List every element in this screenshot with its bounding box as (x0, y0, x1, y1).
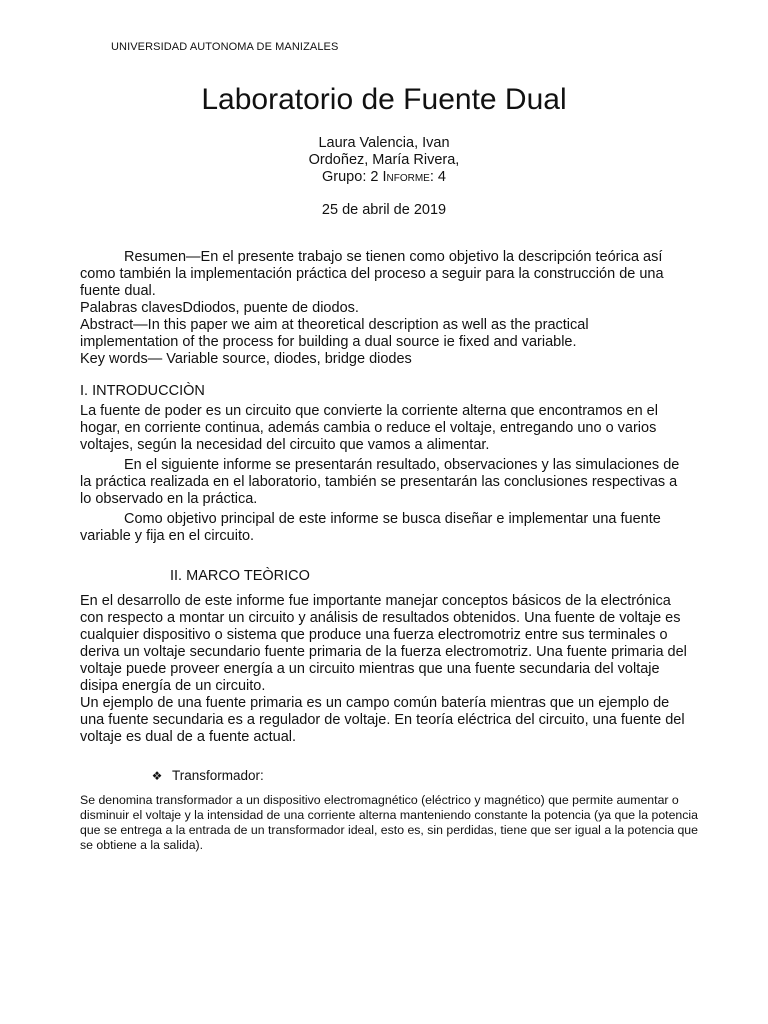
section-heading-marco-teorico: II. MARCO TEÒRICO (170, 568, 310, 584)
running-header: UNIVERSIDAD AUTONOMA DE MANIZALES (111, 41, 339, 53)
author-block (0, 135, 768, 186)
resumen-paragraph: Resumen—En el presente trabajo se tienen como objetivo la descripción teórica así como también la implementación práctica del proceso a seguir para la construcción de una fuente dual. (80, 249, 664, 299)
group-report-line (0, 169, 768, 186)
section-heading-introduccion: I. INTRODUCCIÒN (80, 383, 205, 399)
bullet-label: Transformador: (172, 768, 264, 783)
diamond-bullet-icon: ❖ (151, 768, 163, 783)
document-title: Laboratorio de Fuente Dual (201, 83, 567, 116)
intro-paragraph-3: Como objetivo principal de este informe se busca diseñar e implementar una fuente variable y fija en el circuito. (80, 511, 661, 544)
report-number: : 4 (429, 169, 446, 185)
marco-paragraph-1: En el desarrollo de este informe fue importante manejar conceptos básicos de la electrónica con respecto a montar un circuito y análisis de resultados obtenidos. Una fuente de voltaje es cualquier dispositivo o sistema que produce una fuerza electromotriz entre sus terminales o deriva un voltaje secundario fuente primaria de la fuerza electromotriz. Una fuente primaria del voltaje puede proveer energía a un circuito mientras que una fuente secundaria del voltaje disipa energía de un circuito. (80, 593, 687, 694)
transformador-paragraph: Se denomina transformador a un dispositivo electromagnético (eléctrico y magnético) que permite aumentar o disminuir el voltaje y la intensidad de una corriente alterna manteniendo constante la potencia (ya que la potencia que se entrega a la entrada de un transformador ideal, esto es, sin perdidas, tiene que ser igual a la potencia que se obtiene a la salida). (80, 793, 698, 852)
bullet-transformador (150, 768, 264, 783)
marco-paragraph-2: Un ejemplo de una fuente primaria es un campo común batería mientras que un ejemplo de una fuente secundaria es a regulador de voltaje. En teoría eléctrica del circuito, una fuente del voltaje es dual de a fuente actual. (80, 695, 685, 745)
author-line-1: Laura Valencia, Ivan (318, 135, 450, 151)
key-words: Key words— Variable source, diodes, bridge diodes (80, 351, 412, 367)
abstract-english: Abstract—In this paper we aim at theoretical description as well as the practical implementation of the process for building a dual source ie fixed and variable. (80, 317, 589, 350)
author-line-2: Ordoñez, María Rivera, (308, 152, 460, 168)
report-word: nforme (386, 169, 430, 185)
document-date: 25 de abril de 2019 (321, 202, 447, 218)
introduction-section (80, 383, 690, 545)
abstract-block (80, 249, 690, 368)
intro-paragraph-1: La fuente de poder es un circuito que convierte la corriente alterna que encontramos en el hogar, en corriente continua, además cambia o reduce el voltaje, entregando uno o varios voltajes, según la necesidad del circuito que vamos a alimentar. (80, 403, 658, 453)
marco-teorico-section (80, 593, 690, 746)
group-prefix: Grupo: 2 I (322, 169, 387, 185)
palabras-claves: Palabras clavesDdiodos, puente de diodos. (80, 300, 359, 316)
intro-paragraph-2: En el siguiente informe se presentarán resultado, observaciones y las simulaciones de la práctica realizada en el laboratorio, también se presentarán las conclusiones respectivas a lo observado en la práctica. (80, 457, 680, 507)
